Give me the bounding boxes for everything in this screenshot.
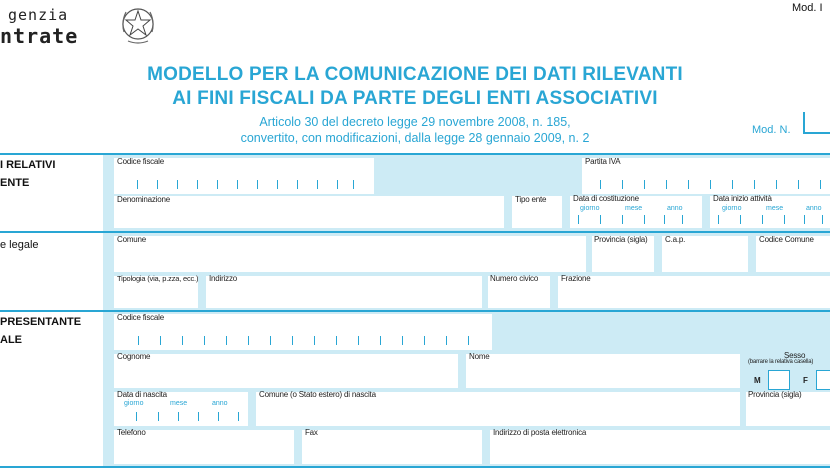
form-title-line1: MODELLO PER LA COMUNICAZIONE DEI DATI RILEVANTI xyxy=(147,64,683,85)
sede-provincia-label: Provincia (sigla) xyxy=(594,235,648,244)
form-subtitle-line2: convertito, con modificazioni, dalla legge 28 gennaio 2009, n. 2 xyxy=(240,131,590,145)
sede-codice-comune-label: Codice Comune xyxy=(759,235,814,244)
ente-partita-iva-ticks xyxy=(600,180,830,190)
rapp-sesso-label: Sesso xyxy=(784,351,806,360)
rapp-sesso-f-checkbox[interactable] xyxy=(816,370,830,390)
date-day-label: giorno xyxy=(124,400,144,407)
section-sede-legale: e legale xyxy=(0,239,39,251)
rapp-nome-label: Nome xyxy=(469,352,490,361)
sede-numero-civico-label: Numero civico xyxy=(490,274,539,283)
mod-n-label: Mod. N. xyxy=(752,124,791,136)
date-month-label: mese xyxy=(625,205,643,212)
section-dati-relativi-line1: I RELATIVI xyxy=(0,159,56,171)
section-rappresentante-line2: ALE xyxy=(0,334,22,346)
ente-tipo-label: Tipo ente xyxy=(515,195,547,204)
ente-partita-iva-label: Partita IVA xyxy=(585,157,621,166)
ente-data-costituzione-label: Data di costituzione xyxy=(573,194,639,203)
model-code-label: Mod. I xyxy=(792,2,823,14)
rapp-provincia-label: Provincia (sigla) xyxy=(748,390,802,399)
rapp-codice-fiscale-ticks xyxy=(138,336,488,346)
rapp-cognome-field[interactable] xyxy=(114,354,458,388)
logo-agenzia-text: genzia xyxy=(8,6,69,24)
sede-comune-field[interactable] xyxy=(114,236,586,272)
sede-indirizzo-label: Indirizzo xyxy=(209,274,237,283)
rapp-comune-nascita-label: Comune (o Stato estero) di nascita xyxy=(259,390,376,399)
republic-emblem-icon xyxy=(118,2,158,46)
sede-comune-label: Comune xyxy=(117,235,147,244)
section-divider xyxy=(0,231,830,233)
form-title-line2: AI FINI FISCALI DA PARTE DEGLI ENTI ASSOCIATIVI xyxy=(172,88,658,109)
section-rappresentante xyxy=(0,315,102,347)
sede-frazione-label: Frazione xyxy=(561,274,591,283)
ente-denominazione-field[interactable] xyxy=(114,196,504,228)
date-year-label: anno xyxy=(667,205,683,212)
sede-indirizzo-field[interactable] xyxy=(206,276,482,308)
section-rappresentante-line1: PRESENTANTE xyxy=(0,316,82,328)
rapp-sesso-f-label: F xyxy=(803,376,808,385)
ente-data-inizio-label: Data inizio attività xyxy=(713,194,772,203)
rapp-sesso-hint: (barrare la relativa casella) xyxy=(748,359,814,365)
ente-denominazione-label: Denominazione xyxy=(117,195,170,204)
date-year-label: anno xyxy=(806,205,822,212)
ente-codice-fiscale-ticks xyxy=(137,180,357,190)
rapp-nome-field[interactable] xyxy=(466,354,740,388)
date-day-label: giorno xyxy=(580,205,600,212)
logo-entrate-text: ntrate xyxy=(0,24,79,48)
ente-codice-fiscale-label: Codice fiscale xyxy=(117,157,165,166)
section-dati-relativi xyxy=(0,158,102,190)
sede-tipologia-label: Tipologia (via, p.zza, ecc.) xyxy=(117,274,199,283)
date-month-label: mese xyxy=(170,400,188,407)
date-day-label: giorno xyxy=(722,205,742,212)
rapp-cognome-label: Cognome xyxy=(117,352,151,361)
section-divider xyxy=(0,153,830,155)
section-divider xyxy=(0,466,830,468)
sede-cap-label: C.a.p. xyxy=(665,235,686,244)
date-month-label: mese xyxy=(766,205,784,212)
section-divider xyxy=(0,310,830,312)
rapp-sesso-m-label: M xyxy=(754,376,761,385)
mod-n-field[interactable] xyxy=(803,112,830,134)
rapp-codice-fiscale-label: Codice fiscale xyxy=(117,313,165,322)
rapp-telefono-label: Telefono xyxy=(117,428,146,437)
rapp-email-label: Indirizzo di posta elettronica xyxy=(493,428,587,437)
section-dati-relativi-line2: ENTE xyxy=(0,177,30,189)
form-subtitle-line1: Articolo 30 del decreto legge 29 novembre 2008, n. 185, xyxy=(259,115,571,129)
rapp-sesso-m-checkbox[interactable] xyxy=(768,370,790,390)
rapp-fax-label: Fax xyxy=(305,428,318,437)
rapp-fax-field[interactable] xyxy=(302,430,482,464)
rapp-data-nascita-label: Data di nascita xyxy=(117,390,167,399)
date-year-label: anno xyxy=(212,400,228,407)
sede-frazione-field[interactable] xyxy=(558,276,830,308)
